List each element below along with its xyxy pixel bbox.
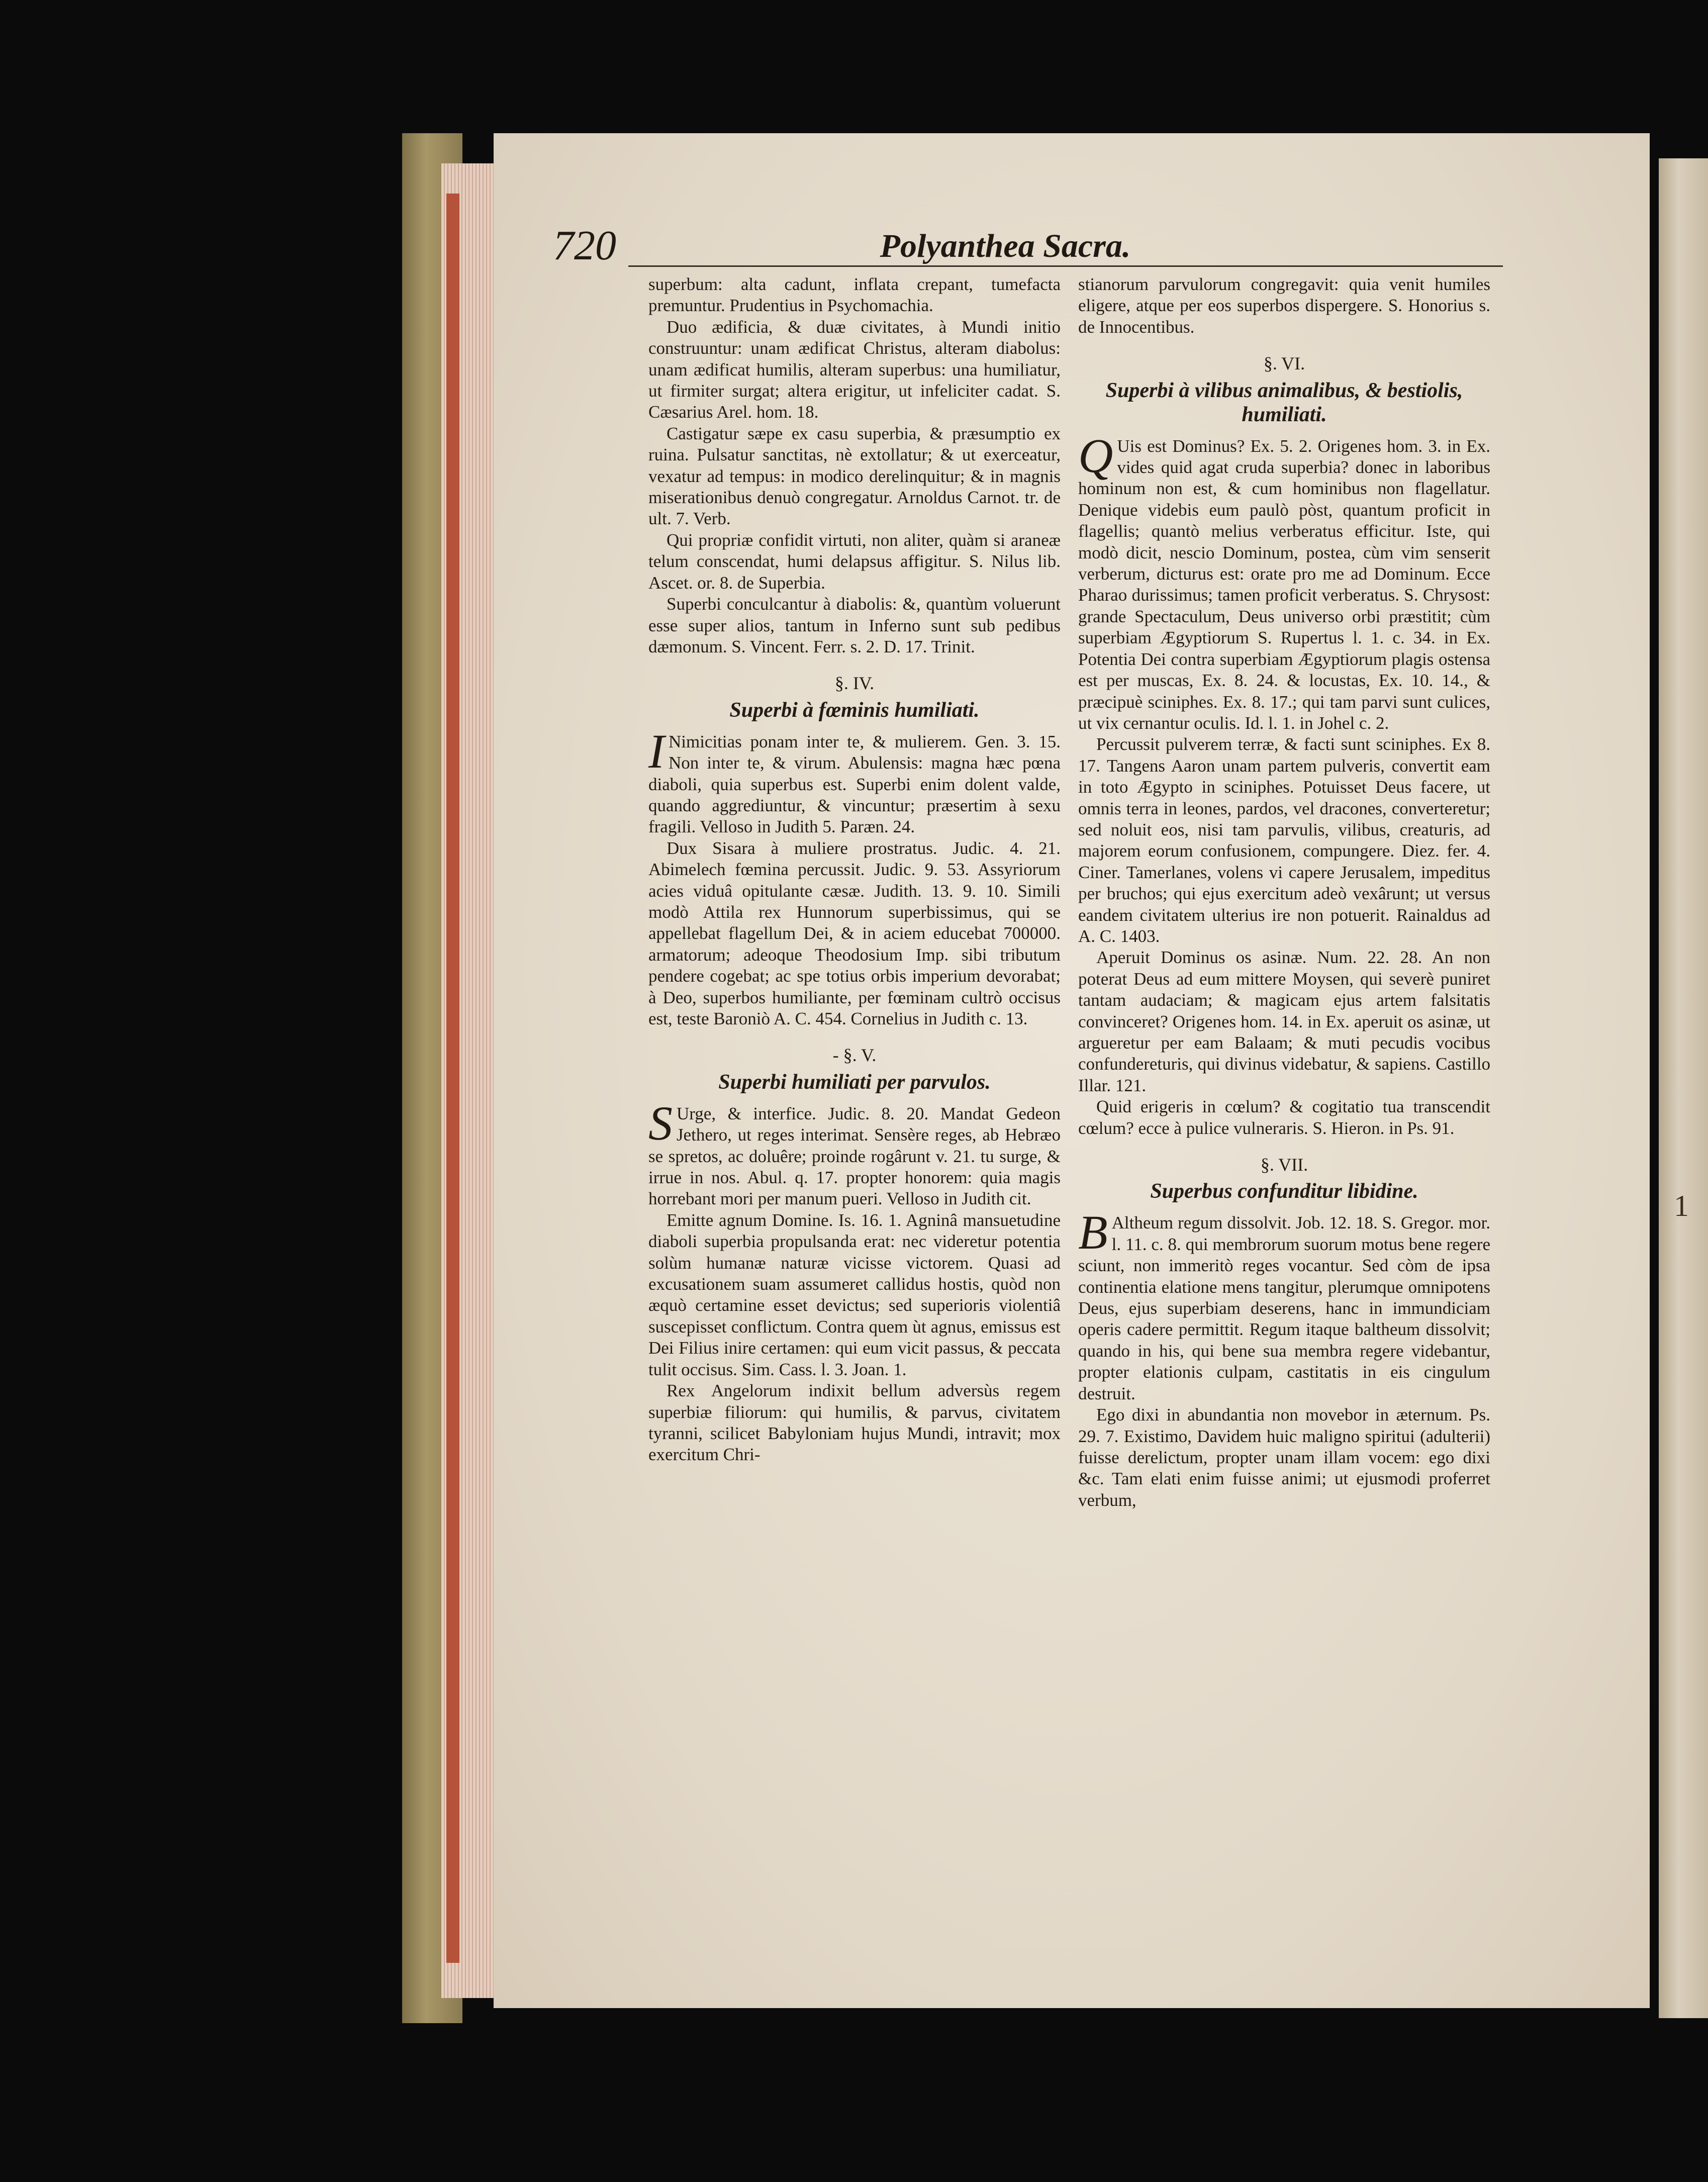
paragraph: Percussit pulverem terræ, & facti sunt sciniphes. Ex 8. 17. Tangens Aaron unam partem pulveris, convertit eam in toto Ægypto in sciniphes. Potuisset Deus facere, ut omnis terra in leones, pardos, vel dracones, converteretur; sed noluit eos, nisi tam parvulis, vilibus, creaturis, ad majorem eorum confusionem, compungere. Diez. fer. 4. Ciner. Tamerlanes, volens vi capere Jerusalem, impeditus per bruchos; qui ejus exercitum adeò vexârunt; ut versus eandem civitatem ulterius ire non potuerit. Rainaldus ad A. C. 1403. xyxy=(1078,734,1490,946)
section-title: Superbus confunditur libidine. xyxy=(1150,1180,1418,1203)
paragraph: stianorum parvulorum congregavit: quia venit humiles eligere, atque per eos superbos dispergere. S. Honorius s. de Innocentibus. xyxy=(1078,274,1490,337)
section-number: §. VII. xyxy=(1260,1155,1308,1175)
paragraph: Ego dixi in abundantia non movebor in æternum. Ps. 29. 7. Existimo, Davidem huic maligno spiritui (adulterii) fuisse derelictum, propter unam illam vocem: ego dixi &c. Tam elati enim fuisse animi; ut ejusmodi proferret verbum, xyxy=(1078,1405,1490,1510)
section-number: §. VI. xyxy=(1263,353,1305,374)
paragraph: Emitte agnum Domine. Is. 16. 1. Agninâ mansuetudine diaboli superbia propulsanda erat: nec videretur potentia solùm humanæ naturæ vicisse victorem. Quasi ad excusationem suam assumeret callidus hostis, quòd non æquò certamine esset devictus; sed superioris violentiâ suscepisset conflictum. Contra quem ùt agnus, emissus est Dei Filius inire certamen: qui eum vicit passus, & peccata tulit occisus. Sim. Cass. l. 3. Joan. 1. xyxy=(648,1210,1061,1379)
page-number: 720 xyxy=(553,222,616,269)
paragraph: I Nimicitias ponam inter te, & mulierem. Gen. 3. 15. Non inter te, & virum. Abulensis: magna hæc pœna diaboli, quia superbus est. Superbi enim dolent valde, quando aggrediuntur, & vincuntur; præsertim à sexu fragili. Velloso in Judith 5. Paræn. 24. xyxy=(648,724,1061,837)
section-title: Superbi à fœminis humiliati. xyxy=(729,698,980,722)
section-title: Superbi à vilibus animalibus, & bestiolis, humiliati. xyxy=(1105,378,1463,426)
paragraph: Rex Angelorum indixit bellum adversùs regem superbiæ filiorum: qui humilis, & parvus, civitatem tyranni, scilicet Babyloniam hujus Mundi, intravit; mox exercitum Chri- xyxy=(648,1381,1061,1465)
paragraph: Quid erigeris in cœlum? & cogitatio tua transcendit cœlum? ecce à pulice vulneraris. S. Hieron. in Ps. 91. xyxy=(1078,1097,1490,1138)
paragraph: Dux Sisara à muliere prostratus. Judic. 4. 21. Abimelech fœmina percussit. Judic. 9. 53. Assyriorum acies viduâ opitulante cæsæ. Judith. 13. 9. 10. Simili modò Attila rex Hunnorum superbissimus, qui se appellebat flagellum Dei, & in aciem educebat 700000. armatorum; adeoque Theodosium Imp. sibi tributum pendere cogebat; ac spe totius orbis imperium devorabat; à Deo, superbos humiliante, per fœminam cultrò occisus est, teste Baroniò A. C. 454. Cornelius in Judith c. 13. xyxy=(648,838,1061,1028)
paragraph: superbum: alta cadunt, inflata crepant, tumefacta premuntur. Prudentius in Psychomachia. xyxy=(648,274,1061,316)
paragraph: Duo ædificia, & duæ civitates, à Mundi initio construuntur: unam ædificat Christus, alteram diabolus: unam ædificat humilis, alteram superbus: una humiliatur, ut firmiter surgat; altera erigitur, ut infeliciter cadat. S. Cæsarius Arel. hom. 18. xyxy=(648,317,1061,422)
drop-cap: S xyxy=(648,1096,673,1150)
red-page-edge xyxy=(446,194,459,1963)
drop-cap: B xyxy=(1078,1205,1108,1260)
header-rule xyxy=(628,265,1503,267)
paragraph: S Urge, & interfice. Judic. 8. 20. Mandat Gedeon Jethero, ut reges interimat. Sensère reges, ab Hebræo se spretos, ac doluêre; proinde rogârunt v. 21. tu surge, & irrue in nos. Abul. q. 17. propter honorem: quia magis horrebant mori per manum pueri. Velloso in Judith cit. xyxy=(648,1096,1061,1209)
section-number: §. IV. xyxy=(834,673,875,694)
left-column xyxy=(648,274,1061,1466)
paragraph: B Altheum regum dissolvit. Job. 12. 18. S. Gregor. mor. l. 11. c. 8. qui membrorum suorum motus bene regere sciunt, non immeritò reges vocantur. Sed còm de ipsa continentia elatione mens tangitur, plerumque omnipotens Deus, ejus superbiam deserens, hanc in immundiciam operis cadere permittit. Regum itaque baltheum dissolvit; quando in his, qui bene sua membra regere videbantur, propter elationis culpam, castitatis in eis cingulum destruit. xyxy=(1078,1205,1490,1403)
running-title: Polyanthea Sacra. xyxy=(880,228,1131,264)
paragraph: Superbi conculcantur à diabolis: &, quantùm voluerunt esse super alios, tantum in Inferno sunt sub pedibus dæmonum. S. Vincent. Ferr. s. 2. D. 17. Trinit. xyxy=(648,594,1061,656)
page-header xyxy=(553,221,1458,276)
paragraph: Castigatur sæpe ex casu superbia, & præsumptio ex ruina. Pulsatur sanctitas, nè extollatur; & ut exerceatur, vexatur ad tempus: in modico derelinquitur; & in magnis miserationibus denuò congregatur. Arnoldus Carnot. tr. de ult. 7. Verb. xyxy=(648,423,1061,529)
paragraph: Aperuit Dominus os asinæ. Num. 22. 28. An non poterat Deus ad eum mittere Moysen, qui severè puniret tantam audaciam; & magicam ejus artem falsitatis convinceret? Origenes hom. 14. in Ex. aperuit os asinæ, ut argueretur per eam Balaam; & muti pecudis vocibus confundereturis, qui divinus videbatur, & sapiens. Castillo Illar. 121. xyxy=(1078,947,1490,1095)
right-page-label: 1 xyxy=(1674,1189,1689,1222)
paragraph: Qui propriæ confidit virtuti, non aliter, quàm si araneæ telum conscendat, humi delapsus affigitur. S. Nilus lib. Ascet. or. 8. de Superbia. xyxy=(648,530,1061,593)
section-number: - §. V. xyxy=(832,1045,877,1066)
drop-cap: Q xyxy=(1078,428,1113,483)
paragraph: Q Uis est Dominus? Ex. 5. 2. Origenes hom. 3. in Ex. vides quid agat cruda superbia? donec in laboribus hominum non est, & cum hominibus non flagellatur. Denique videbis eum paulò pòst, quantum proficit in flagellis; quantò melius verberatus efficitur. Iste, qui modò dicit, nescio Dominum, postea, cùm vim senserit verberum, dicturus est: orate pro me ad Dominum. Ecce Pharao durissimus; tamen proficit verberatus. S. Chrysost: grande Spectaculum, Deus universo orbi præstitit; cùm superbiam Ægyptiorum S. Rupertus l. 1. c. 34. in Ex. Potentia Dei contra superbiam Ægyptiorum plagis ostensa est per muscas, Ex. 8. 24. & locustas, Ex. 10. 14., & præcipuè sciniphes. Ex. 8. 17.; qui tam parvi sunt culices, ut vix cernantur oculis. Id. l. 1. in Johel c. 2. xyxy=(1078,428,1490,733)
right-column xyxy=(1078,274,1490,1511)
section-title: Superbi humiliati per parvulos. xyxy=(718,1070,991,1094)
drop-cap: I xyxy=(648,724,665,778)
right-page-edge xyxy=(1659,158,1708,2018)
